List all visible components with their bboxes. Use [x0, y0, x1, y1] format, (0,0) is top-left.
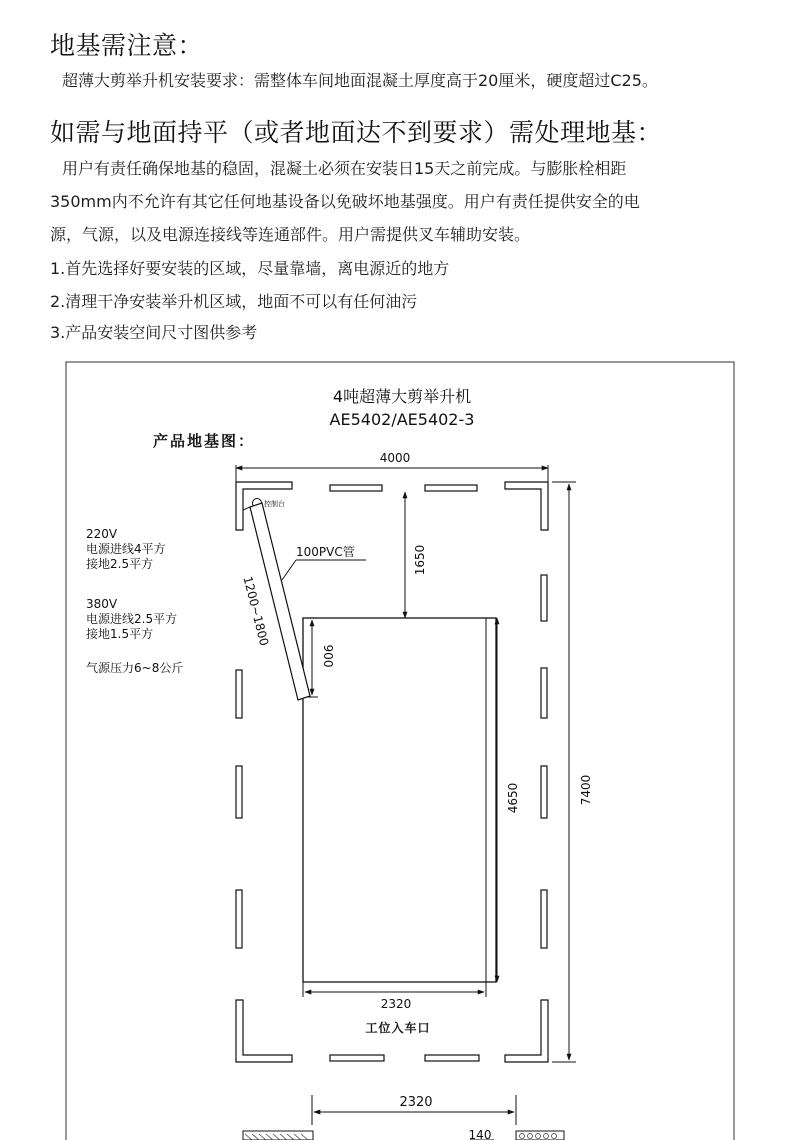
- bottom-partial-view: [243, 1095, 564, 1140]
- dash: [425, 1055, 479, 1061]
- power-380-voltage: 380V: [86, 597, 118, 611]
- dimension-platform-length-label: 4650: [506, 782, 520, 814]
- dash: [236, 890, 242, 948]
- dash: [330, 1055, 384, 1061]
- power-220-line: 电源进线4平方: [86, 542, 166, 556]
- dash: [330, 485, 382, 491]
- entrance-label: 工位入车口: [365, 1021, 431, 1035]
- dimension-front-gap-label: 1650: [413, 544, 427, 576]
- bottom-small-label: 140: [468, 1128, 492, 1140]
- power-220-voltage: 220V: [86, 527, 118, 541]
- dimension-width: [236, 451, 548, 482]
- section-title-foundation: 地基需注意：: [50, 31, 204, 60]
- section-title-level-ground: 如需与地面持平（或者地面达不到要求）需处理地基：: [50, 118, 663, 147]
- power-220-ground: 接地2.5平方: [86, 557, 154, 571]
- power-380-ground: 接地1.5平方: [86, 627, 154, 641]
- corner-bottom-left: [236, 1000, 292, 1062]
- dash: [236, 766, 242, 818]
- paragraph-line-3: 源，气源，以及电源连接线等连通部件。用户需提供叉车辅助安装。: [50, 225, 531, 244]
- paragraph-line-2: 350mm内不允许有其它任何地基设备以免破坏地基强度。用户有责任提供安全的电: [50, 192, 640, 211]
- bottom-width-label: 2320: [399, 1095, 433, 1110]
- dimension-total-length-label: 7400: [579, 774, 593, 806]
- console-label: 控制台: [264, 500, 285, 508]
- dash: [425, 485, 477, 491]
- dimension-front-gap: [405, 492, 427, 618]
- dimension-offset-label: 900: [321, 644, 335, 668]
- dash: [541, 766, 547, 818]
- step-2: 2.清理干净安装举升机区域，地面不可以有任何油污: [50, 292, 418, 311]
- lift-platform: [303, 618, 496, 982]
- dash: [236, 670, 242, 718]
- dimension-platform-length: [497, 618, 520, 982]
- corner-bottom-right: [505, 1000, 548, 1062]
- dimension-platform-width-label: 2320: [380, 997, 412, 1011]
- pipe-length-label: 1200~1800: [240, 574, 272, 648]
- dash: [541, 668, 547, 718]
- power-380-line: 电源进线2.5平方: [86, 612, 178, 626]
- installation-requirement: 超薄大剪举升机安装要求：需整体车间地面混凝土厚度高于20厘米，硬度超过C25。: [62, 71, 658, 90]
- pipe-label: 100PVC管: [296, 545, 355, 559]
- step-1: 1.首先选择好要安装的区域，尽量靠墙，离电源近的地方: [50, 259, 450, 278]
- power-specs: [86, 527, 183, 675]
- dimension-platform-width: [303, 982, 486, 1011]
- paragraph-line-1: 用户有责任确保地基的稳固，混凝土必须在安装日15天之前完成。与膨胀栓相距: [62, 159, 627, 178]
- drawing-subtitle: 产品地基图：: [153, 432, 256, 450]
- drawing-title: 4吨超薄大剪举升机: [332, 387, 472, 406]
- drawing-model: AE5402/AE5402-3: [329, 410, 475, 429]
- dash: [541, 890, 547, 948]
- step-3: 3.产品安装空间尺寸图供参考: [50, 323, 258, 342]
- pipe-leader: [282, 545, 366, 580]
- air-pressure: 气源压力6~8公斤: [86, 661, 184, 675]
- dimension-total-length: [552, 482, 593, 1062]
- dash: [541, 575, 547, 621]
- dimension-width-label: 4000: [379, 451, 411, 465]
- corner-top-right: [505, 482, 548, 530]
